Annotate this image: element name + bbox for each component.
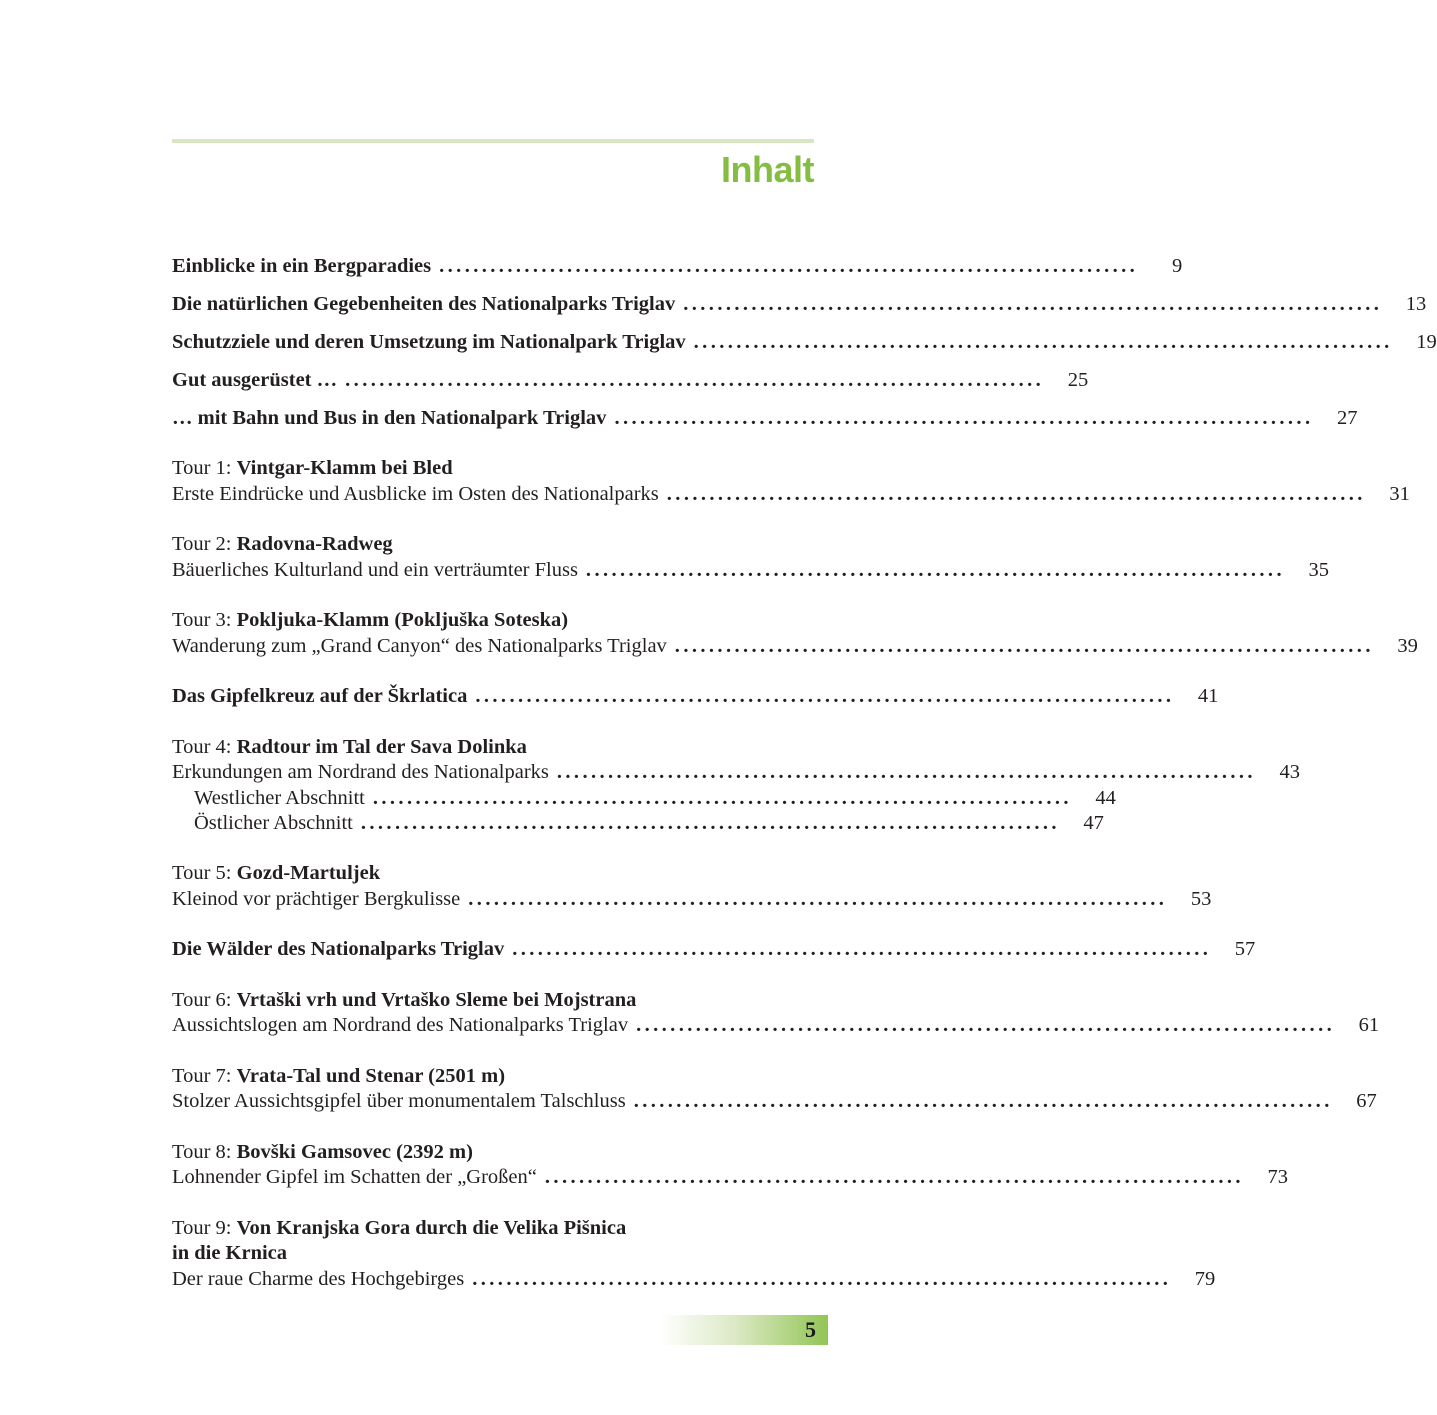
tour-heading (172, 987, 814, 1013)
dot-leader: .................................................................................. (468, 888, 1168, 910)
tour-title-line2: in die Krnica (172, 1242, 288, 1264)
toc-page-number: 73 (1267, 1166, 1288, 1188)
toc-entry[interactable] (172, 633, 1418, 659)
toc-page-number: 43 (1279, 761, 1300, 783)
dot-leader: .................................................................................. (556, 761, 1256, 783)
toc-entry-label: Erkundungen am Nordrand des Nationalparks (172, 761, 549, 783)
dot-leader: .................................................................................. (674, 635, 1374, 657)
dot-leader: .................................................................................. (512, 938, 1212, 960)
toc-entry[interactable] (172, 936, 1256, 962)
toc-page-number: 39 (1397, 635, 1418, 657)
toc-entry-label: Erste Eindrücke und Ausblicke im Osten des Nationalparks (172, 483, 659, 505)
toc-entry-label: Aussichtslogen am Nordrand des Nationalparks Triglav (172, 1014, 629, 1036)
tour-prefix: Tour 3: (172, 609, 237, 631)
toc-page-number: 31 (1389, 483, 1410, 505)
toc-entry[interactable] (172, 367, 1089, 393)
toc-page-number: 44 (1095, 787, 1116, 809)
tour-title: Bovški Gamsovec (2392 m) (236, 1141, 473, 1163)
tour-prefix: Tour 6: (172, 989, 237, 1011)
tour-prefix: Tour 4: (172, 736, 237, 758)
tour-title: Radovna-Radweg (236, 533, 393, 555)
toc-entry[interactable] (172, 329, 1437, 355)
toc-page-number: 53 (1190, 888, 1212, 910)
tour-heading (172, 1063, 814, 1089)
toc-entry-label: Bäuerliches Kulturland und ein verträumter Fluss (172, 559, 578, 581)
tour-prefix: Tour 7: (172, 1065, 237, 1087)
toc-entry-label: Westlicher Abschnitt (194, 787, 365, 809)
toc-page-number: 41 (1197, 685, 1219, 707)
toc-page-number: 57 (1234, 938, 1256, 960)
dot-leader: .................................................................................. (345, 369, 1045, 391)
tour-prefix: Tour 1: (172, 457, 237, 479)
toc-page-number: 27 (1337, 407, 1358, 429)
tour-heading (172, 607, 814, 633)
toc-entry-label: Schutzziele und deren Umsetzung im Nationalpark Triglav (172, 331, 686, 353)
toc-entry-label: Lohnender Gipfel im Schatten der „Großen“ (172, 1166, 537, 1188)
dot-leader: .................................................................................. (372, 787, 1072, 809)
toc-entry[interactable] (172, 1164, 1288, 1190)
dot-leader: .................................................................................. (472, 1268, 1172, 1290)
tour-prefix: Tour 8: (172, 1141, 237, 1163)
toc-subentry[interactable] (172, 810, 1104, 836)
tour-prefix: Tour 5: (172, 862, 237, 884)
tour-prefix: Tour 9: (172, 1217, 237, 1239)
page-title: Inhalt (721, 149, 814, 190)
toc-entry-label: Der raue Charme des Hochgebirges (172, 1268, 465, 1290)
tour-heading (172, 455, 814, 481)
toc-page-number: 61 (1358, 1014, 1380, 1036)
toc-page-number: 25 (1067, 369, 1089, 391)
page-number-bar (660, 1315, 828, 1345)
tour-title: Pokljuka-Klamm (Pokljuška Soteska) (236, 609, 569, 631)
toc-entry-label: … mit Bahn und Bus in den Nationalpark Triglav (172, 407, 607, 429)
toc-entry[interactable] (172, 1088, 1377, 1114)
page-number: 5 (805, 1317, 816, 1342)
toc-entry[interactable] (172, 683, 1219, 709)
toc-page-number: 35 (1308, 559, 1329, 581)
toc-entry-label: Einblicke in ein Bergparadies (172, 255, 432, 277)
toc-entry[interactable] (172, 291, 1427, 317)
toc-entry[interactable] (172, 405, 1358, 431)
toc-page-number: 47 (1083, 812, 1104, 834)
dot-leader: .................................................................................. (544, 1166, 1244, 1188)
toc-subentry[interactable] (172, 785, 1116, 811)
toc-entry-label: Gut ausgerüstet … (172, 369, 338, 391)
toc-entry-label: Kleinod vor prächtiger Bergkulisse (172, 888, 461, 910)
tour-prefix: Tour 2: (172, 533, 237, 555)
toc-page-number: 9 (1171, 255, 1183, 277)
toc-entry-label: Das Gipfelkreuz auf der Škrlatica (172, 685, 468, 707)
tour-heading (172, 1139, 814, 1165)
toc-entry-label: Wanderung zum „Grand Canyon“ des Nationalparks Triglav (172, 635, 667, 657)
dot-leader: .................................................................................. (614, 407, 1314, 429)
dot-leader: .................................................................................. (633, 1090, 1333, 1112)
tour-title: Vrata-Tal und Stenar (2501 m) (236, 1065, 506, 1087)
toc-page-number: 19 (1416, 331, 1437, 353)
dot-leader: .................................................................................. (683, 293, 1383, 315)
tour-title: Von Kranjska Gora durch die Velika Pišnica (236, 1217, 627, 1239)
toc-entry[interactable] (172, 1012, 1380, 1038)
toc-entry-label: Stolzer Aussichtsgipfel über monumentalem Talschluss (172, 1090, 626, 1112)
tour-title: Radtour im Tal der Sava Dolinka (236, 736, 527, 758)
tour-heading (172, 734, 814, 760)
tour-title: Gozd-Martuljek (236, 862, 381, 884)
dot-leader: .................................................................................. (475, 685, 1175, 707)
toc-entry[interactable] (172, 481, 1410, 507)
tour-title: Vintgar-Klamm bei Bled (236, 457, 453, 479)
tour-heading-continued (172, 1240, 814, 1266)
toc-entry-label: Östlicher Abschnitt (194, 812, 353, 834)
top-rule (172, 139, 814, 143)
toc-entry[interactable] (172, 1266, 1216, 1292)
toc-page-number: 13 (1405, 293, 1427, 315)
dot-leader: .................................................................................. (666, 483, 1366, 505)
toc-entry[interactable] (172, 886, 1212, 912)
toc-entry-label: Die Wälder des Nationalparks Triglav (172, 938, 505, 960)
dot-leader: .................................................................................. (360, 812, 1060, 834)
tour-title: Vrtaški vrh und Vrtaško Sleme bei Mojstrana (236, 989, 637, 1011)
toc-entry[interactable] (172, 253, 1183, 279)
toc-entry[interactable] (172, 759, 1300, 785)
dot-leader: .................................................................................. (636, 1014, 1336, 1036)
dot-leader: .................................................................................. (439, 255, 1139, 277)
toc-entry[interactable] (172, 557, 1329, 583)
toc-page-number: 79 (1194, 1268, 1216, 1290)
dot-leader: .................................................................................. (585, 559, 1285, 581)
toc-entry-label: Die natürlichen Gegebenheiten des Nationalparks Triglav (172, 293, 676, 315)
tour-heading (172, 1215, 814, 1241)
tour-heading (172, 531, 814, 557)
dot-leader: .................................................................................. (693, 331, 1393, 353)
tour-heading (172, 860, 814, 886)
toc-page-number: 67 (1356, 1090, 1377, 1112)
